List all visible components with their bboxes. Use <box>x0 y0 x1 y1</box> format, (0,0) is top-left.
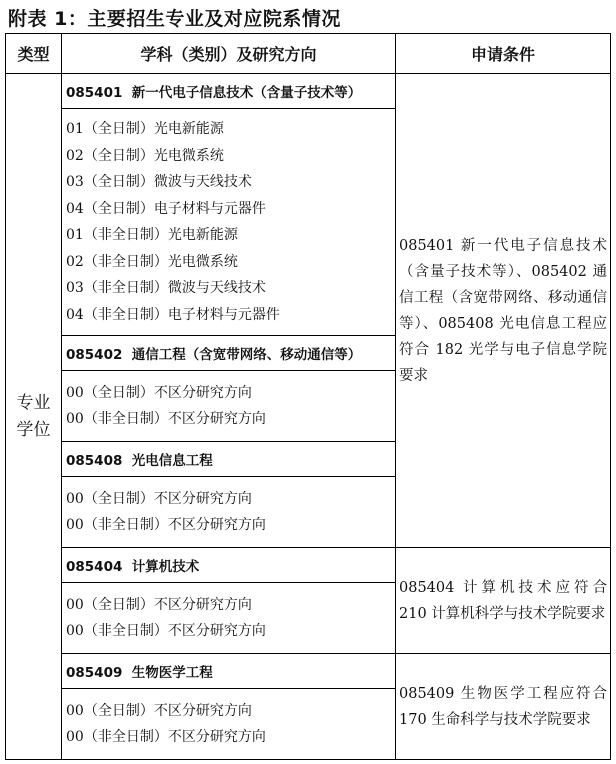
program-code: 085409 <box>66 665 123 681</box>
direction-item: 01（非全日制）光电新能源 <box>66 227 238 243</box>
program-code: 085408 <box>66 453 123 469</box>
type-label: 专业 学位 <box>16 392 51 440</box>
direction-item: 02（全日制）光电微系统 <box>66 147 224 164</box>
direction-item: 03（全日制）微波与天线技术 <box>66 174 252 190</box>
program-name: 计算机技术 <box>131 559 200 575</box>
direction-item: 00（全日制）不区分研究方向 <box>66 702 252 719</box>
direction-list <box>62 583 396 654</box>
program-header <box>62 336 396 371</box>
direction-item: 04（非全日制）电子材料与元器件 <box>66 306 280 323</box>
header-type: 类型 <box>6 34 62 74</box>
condition-text: 085409 生物医学工程应符合 170 生命科学与技术学院要求 <box>399 685 607 728</box>
program-name: 通信工程（含宽带网络、移动通信等） <box>131 347 362 363</box>
direction-item: 04（全日制）电子材料与元器件 <box>66 200 266 217</box>
type-cell <box>6 74 62 760</box>
program-header <box>62 74 396 109</box>
condition-text: 085401 新一代电子信息技术（含量子技术等）、085402 通信工程（含宽带网络、移动通信等）、085408 光电信息工程应符合 182 光学与电子信息学院要求 <box>399 237 607 384</box>
condition-cell <box>396 548 611 654</box>
program-header <box>62 548 396 583</box>
direction-item: 00（全日制）不区分研究方向 <box>66 490 252 507</box>
direction-item: 00（非全日制）不区分研究方向 <box>66 623 266 639</box>
page-title: 附表 1：主要招生专业及对应院系情况 <box>8 8 341 30</box>
direction-item: 02（非全日制）光电微系统 <box>66 253 238 270</box>
program-code: 085401 <box>66 85 123 101</box>
direction-item: 00（非全日制）不区分研究方向 <box>66 411 266 427</box>
direction-item: 00（全日制）不区分研究方向 <box>66 596 252 613</box>
program-name: 新一代电子信息技术（含量子技术等） <box>131 85 362 101</box>
direction-item: 03（非全日制）微波与天线技术 <box>66 280 266 296</box>
condition-text: 085404 计算机技术应符合 210 计算机科学与技术学院要求 <box>399 579 607 622</box>
direction-item: 00（非全日制）不区分研究方向 <box>66 517 266 533</box>
program-row <box>6 74 611 109</box>
direction-item: 01（全日制）光电新能源 <box>66 121 224 137</box>
header-conditions: 申请条件 <box>396 34 611 74</box>
direction-list <box>62 109 396 336</box>
program-code: 085402 <box>66 347 123 363</box>
program-name: 光电信息工程 <box>131 453 213 469</box>
program-name: 生物医学工程 <box>131 665 213 681</box>
direction-list <box>62 689 396 760</box>
direction-item: 00（非全日制）不区分研究方向 <box>66 729 266 745</box>
header-subject: 学科（类别）及研究方向 <box>62 34 396 74</box>
program-header <box>62 654 396 689</box>
admissions-table <box>5 33 611 760</box>
program-code: 085404 <box>66 559 123 575</box>
condition-cell <box>396 654 611 760</box>
direction-list <box>62 371 396 442</box>
direction-list <box>62 477 396 548</box>
program-header <box>62 442 396 477</box>
header-row <box>6 34 611 74</box>
condition-cell <box>396 74 611 548</box>
direction-item: 00（全日制）不区分研究方向 <box>66 384 252 401</box>
